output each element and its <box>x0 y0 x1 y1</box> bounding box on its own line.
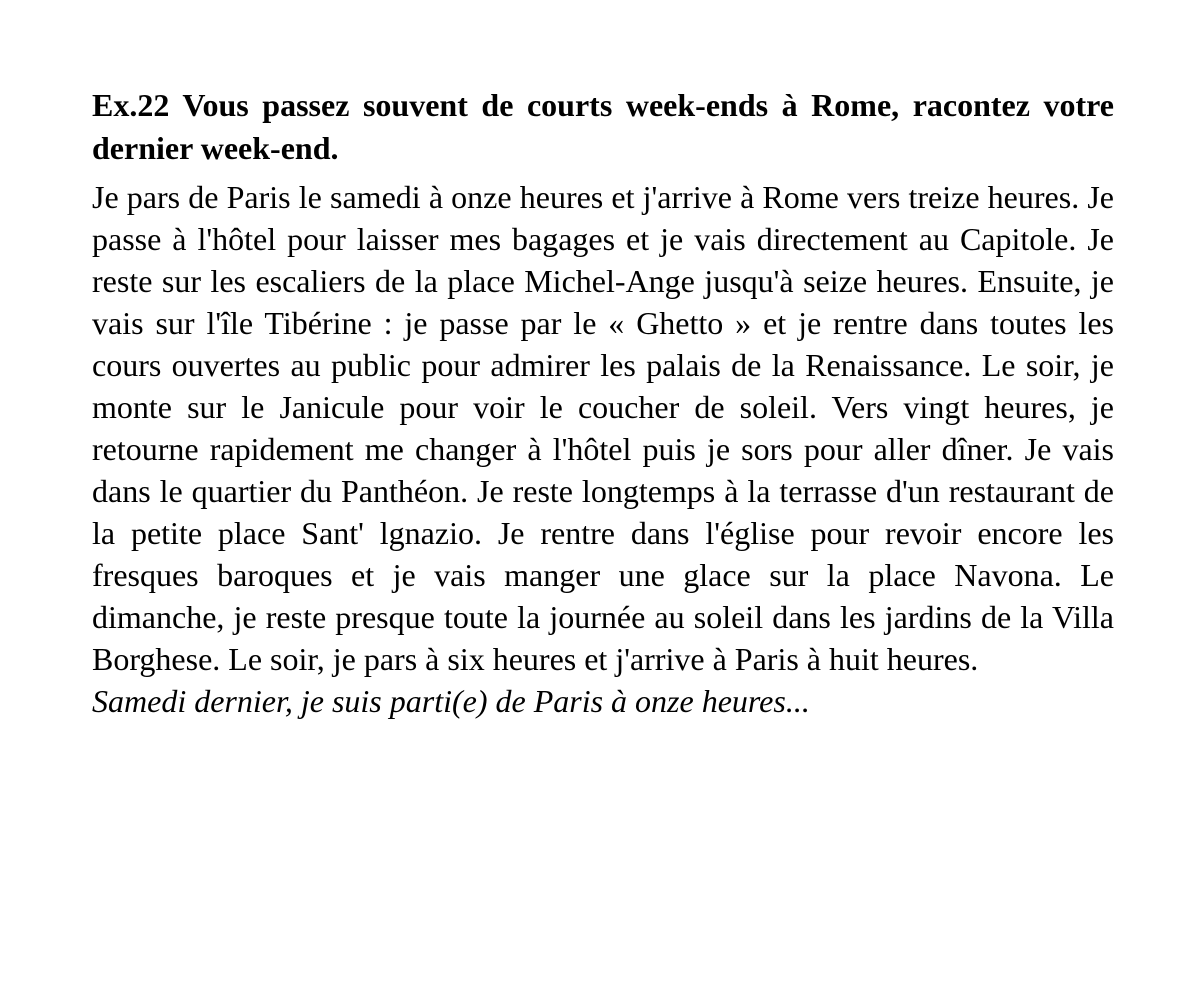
exercise-heading: Ex.22 Vous passez souvent de courts week-ends à Rome, racontez votre dernier week-end. <box>92 87 1114 166</box>
example-sentence-italic: Samedi dernier, je suis parti(e) de Paris à onze heures... <box>92 683 810 719</box>
exercise-body-paragraph: Je pars de Paris le samedi à onze heures et j'arrive à Rome vers treize heures. Je passe à l'hôtel pour laisser mes bagages et je vais directement au Capitole. Je reste sur les escaliers de la place Michel-Ange jusqu'à seize heures. Ensuite, je vais sur l'île Tibérine : je passe par le « Ghetto » et je rentre dans toutes les cours ouvertes au public pour admirer les palais de la Renaissance. Le soir, je monte sur le Janicule pour voir le coucher de soleil. Vers vingt heures, je retourne rapidement me changer à l'hôtel puis je sors pour aller dîner. Je vais dans le quartier du Panthéon. Je reste longtemps à la terrasse d'un restaurant de la petite place Sant' lgnazio. Je rentre dans l'église pour revoir encore les fresques baroques et je vais manger une glace sur la place Navona. Le dimanche, je reste presque toute la journée au soleil dans les jardins de la Villa Borghese. Le soir, je pars à six heures et j'arrive à Paris à huit heures. <box>92 179 1114 677</box>
